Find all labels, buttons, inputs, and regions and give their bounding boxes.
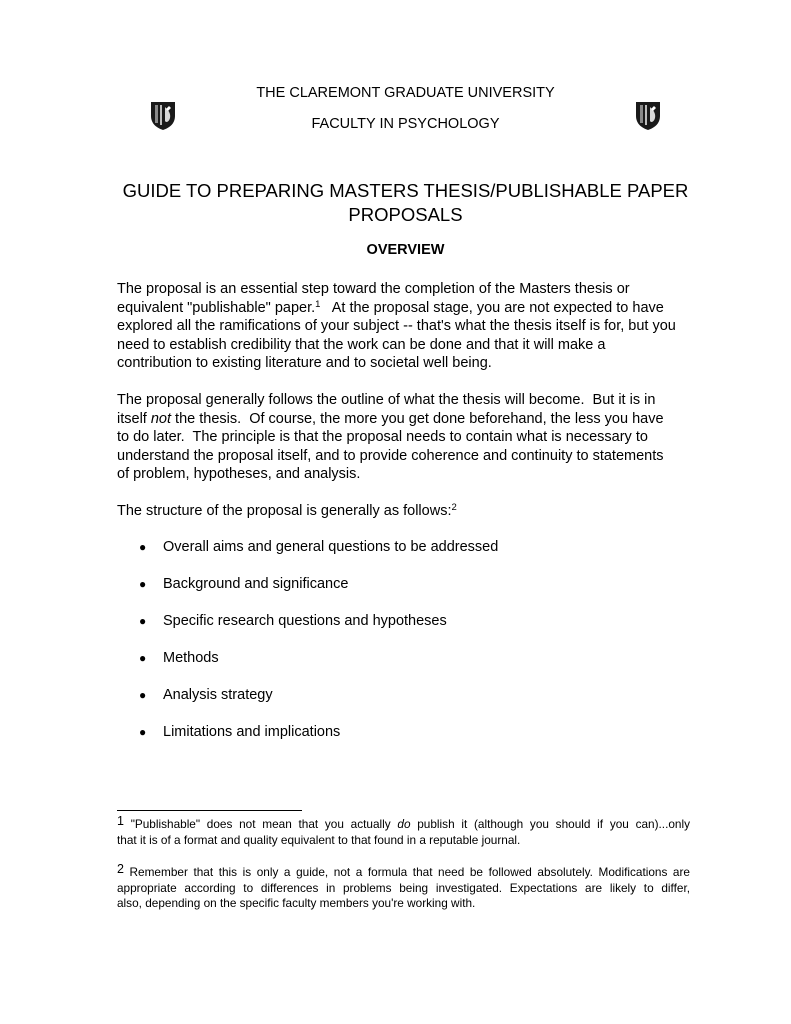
text-run: At the proposal stage, you are not expected to have	[320, 299, 664, 316]
footnote-ref-1: 1	[315, 298, 321, 310]
bullet-icon: ●	[139, 725, 147, 739]
footnote-divider	[117, 810, 302, 811]
footnote-2	[117, 862, 690, 912]
bullet-icon: ●	[139, 577, 147, 591]
text-line: explored all the ramifications of your subject -- that's what the thesis itself is for, but you	[117, 318, 676, 334]
text-run: The structure of the proposal is generally as follows:	[117, 503, 452, 519]
list-item-text: Overall aims and general questions to be addressed	[163, 539, 499, 555]
faculty-name: FACULTY IN PSYCHOLOGY	[311, 116, 500, 132]
footnote-mark: 1	[117, 814, 124, 828]
text-run: Remember that this is only a guide, not a formula that need be followed absolutely. Modifications are	[123, 865, 690, 879]
text-run: itself	[117, 410, 151, 427]
text-line: need to establish credibility that the work can be done and that it will make a	[117, 336, 606, 353]
text-line: to do later. The principle is that the proposal needs to contain what is necessary to	[117, 429, 648, 445]
list-item	[117, 537, 498, 574]
footnote-line	[117, 862, 690, 881]
text-run: equivalent "publishable" paper.	[117, 299, 316, 316]
footnote-line: appropriate according to differences in problems being investigated. Expectations are likely to differ,	[117, 880, 690, 895]
structure-list	[117, 537, 498, 759]
document-title	[100, 179, 711, 227]
footnote-mark: 2	[117, 862, 124, 876]
text-line	[117, 299, 697, 318]
list-item-text: Specific research questions and hypotheses	[163, 613, 447, 629]
text-line	[117, 410, 697, 429]
text-line: of problem, hypotheses, and analysis.	[117, 466, 361, 482]
footnote-line: also, depending on the specific faculty members you're working with.	[117, 896, 476, 910]
university-name: THE CLAREMONT GRADUATE UNIVERSITY	[256, 85, 555, 101]
section-heading: OVERVIEW	[366, 242, 445, 258]
list-item	[117, 611, 498, 648]
bullet-icon: ●	[139, 651, 147, 665]
text-line: understand the proposal itself, and to provide coherence and continuity to statements	[117, 447, 664, 464]
emphasis-text: not	[150, 410, 172, 427]
list-item-text: Limitations and implications	[163, 724, 341, 740]
text-run: publish it (although you should if you can)...only	[410, 817, 690, 831]
list-item	[117, 574, 498, 611]
text-line: contribution to existing literature and to societal well being.	[117, 355, 492, 371]
emphasis-text: do	[397, 817, 411, 831]
footnote-line	[117, 814, 690, 833]
text-line: The proposal generally follows the outline of what the thesis will become. But it is in	[117, 392, 656, 408]
text-run: "Publishable" does not mean that you actually	[123, 817, 398, 831]
footnote-1	[117, 814, 690, 848]
bullet-icon: ●	[139, 688, 147, 702]
list-item-text: Analysis strategy	[163, 687, 273, 703]
list-item	[117, 685, 498, 722]
list-item	[117, 648, 498, 685]
list-item	[117, 722, 498, 759]
text-line: The proposal is an essential step toward the completion of the Masters thesis or	[117, 281, 630, 297]
document-title-line-1: GUIDE TO PREPARING MASTERS THESIS/PUBLISHABLE PAPER	[122, 180, 689, 201]
paragraph-structure	[117, 502, 697, 521]
list-item-text: Methods	[163, 650, 219, 666]
document-title-line-2: PROPOSALS	[348, 204, 463, 225]
bullet-icon: ●	[139, 614, 147, 628]
text-line	[117, 502, 697, 521]
paragraph-intro	[117, 280, 697, 373]
list-item-text: Background and significance	[163, 576, 349, 592]
text-run: the thesis. Of course, the more you get done beforehand, the less you have	[171, 410, 664, 427]
footnote-ref-2: 2	[451, 502, 457, 513]
footnote-line: that it is of a format and quality equivalent to that found in a reputable journal.	[117, 832, 521, 847]
bullet-icon: ●	[139, 540, 147, 554]
paragraph-outline	[117, 391, 697, 484]
